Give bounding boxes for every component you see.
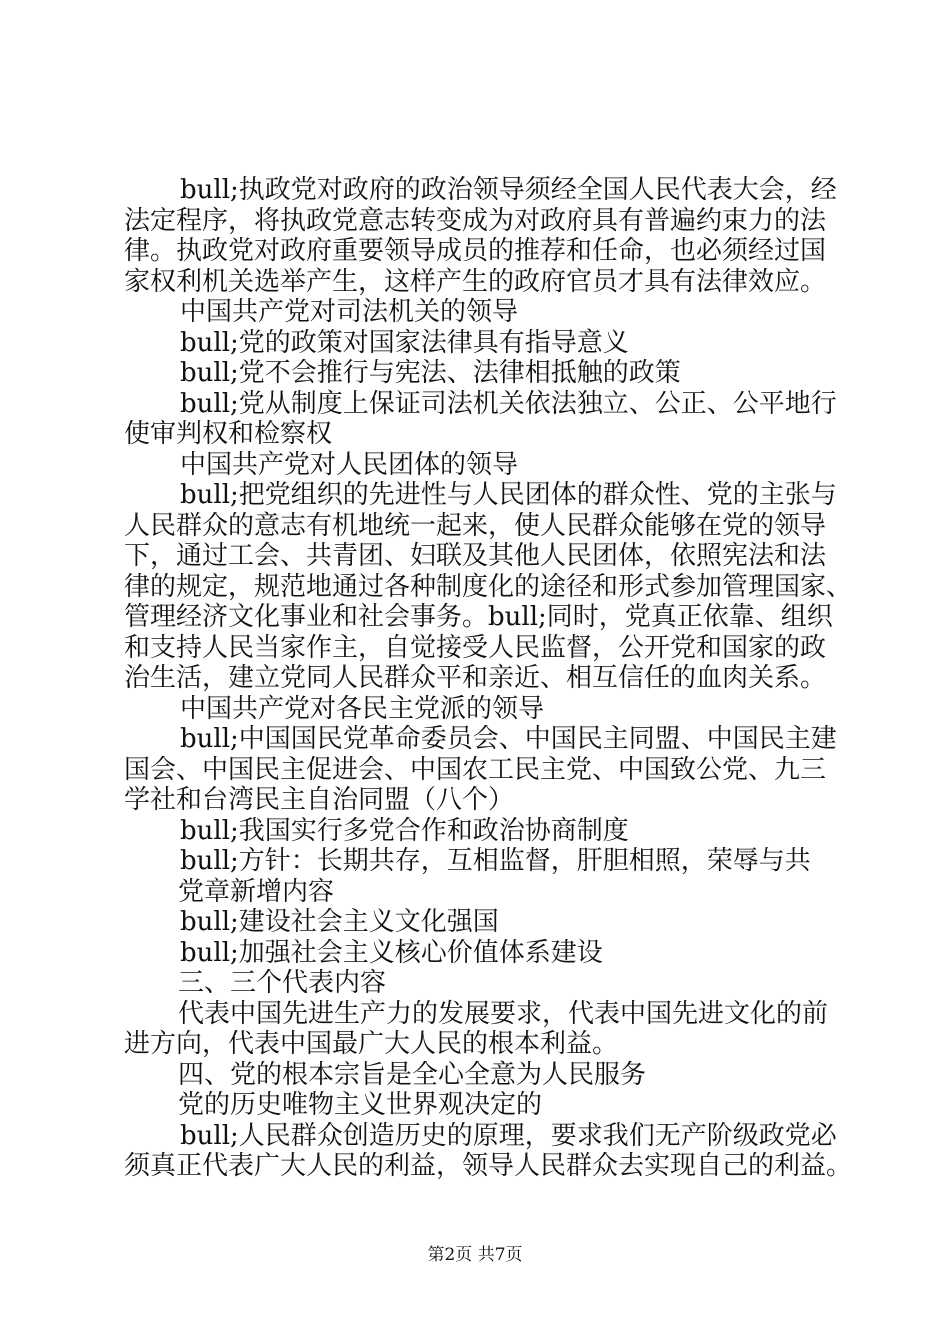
text-line: bull;党从制度上保证司法机关依法独立、公正、公平地行 bbox=[180, 388, 837, 419]
text-line: 代表中国先进生产力的发展要求，代表中国先进文化的前 bbox=[178, 998, 829, 1029]
section-heading: 中国共产党对司法机关的领导 bbox=[180, 297, 519, 327]
section-heading: 中国共产党对各民主党派的领导 bbox=[180, 693, 545, 724]
text-line: bull;方针：长期共存，互相监督，肝胆相照，荣辱与共 bbox=[180, 846, 811, 876]
text-line: bull;党不会推行与宪法、法律相抵触的政策 bbox=[180, 358, 681, 388]
text-line: 管理经济文化事业和社会事务。bull;同时，党真正依靠、组织 bbox=[124, 602, 833, 632]
text-line: bull;人民群众创造历史的原理，要求我们无产阶级政党必 bbox=[180, 1120, 837, 1151]
text-line: 下，通过工会、共青团、妇联及其他人民团体，依照宪法和法 bbox=[124, 541, 827, 571]
text-line: bull;建设社会主义文化强国 bbox=[180, 907, 499, 937]
text-line: 须真正代表广大人民的利益，领导人民群众去实现自己的利益。 bbox=[124, 1151, 853, 1181]
section-heading: 三、三个代表内容 bbox=[178, 968, 387, 998]
section-heading: 党章新增内容 bbox=[178, 876, 335, 907]
text-line: 国会、中国民主促进会、中国农工民主党、中国致公党、九三 bbox=[124, 754, 827, 785]
text-line: 使审判权和检察权 bbox=[124, 419, 333, 449]
text-line: bull;党的政策对国家法律具有指导意义 bbox=[180, 327, 629, 358]
text-line: 党的历史唯物主义世界观决定的 bbox=[178, 1090, 543, 1120]
text-line: 法定程序，将执政党意志转变成为对政府具有普遍约束力的法 bbox=[124, 205, 827, 236]
text-line: 学社和台湾民主自治同盟（八个） bbox=[124, 785, 515, 815]
section-heading: 中国共产党对人民团体的领导 bbox=[180, 449, 519, 480]
text-line: bull;加强社会主义核心价值体系建设 bbox=[180, 937, 603, 968]
section-heading: 四、党的根本宗旨是全心全意为人民服务 bbox=[178, 1059, 647, 1090]
text-line: 人民群众的意志有机地统一起来，使人民群众能够在党的领导 bbox=[124, 510, 827, 541]
text-line: bull;执政党对政府的政治领导须经全国人民代表大会，经 bbox=[180, 175, 837, 205]
text-line: 治生活，建立党同人民群众平和亲近、相互信任的血肉关系。 bbox=[124, 663, 827, 693]
text-line: 家权利机关选举产生，这样产生的政府官员才具有法律效应。 bbox=[124, 266, 827, 297]
page-number-footer: 第2页 共7页 bbox=[427, 1245, 523, 1265]
text-line: 和支持人民当家作主，自觉接受人民监督，公开党和国家的政 bbox=[124, 632, 827, 663]
document-body bbox=[124, 175, 853, 1182]
text-line: bull;中国国民党革命委员会、中国民主同盟、中国民主建 bbox=[180, 724, 837, 754]
text-line: 进方向，代表中国最广大人民的根本利益。 bbox=[124, 1029, 619, 1059]
text-line: bull;我国实行多党合作和政治协商制度 bbox=[180, 815, 629, 846]
text-line: bull;把党组织的先进性与人民团体的群众性、党的主张与 bbox=[180, 480, 837, 510]
text-line: 律。执政党对政府重要领导成员的推荐和任命，也必须经过国 bbox=[124, 236, 827, 266]
text-line: 律的规定，规范地通过各种制度化的途径和形式参加管理国家、 bbox=[124, 571, 853, 602]
